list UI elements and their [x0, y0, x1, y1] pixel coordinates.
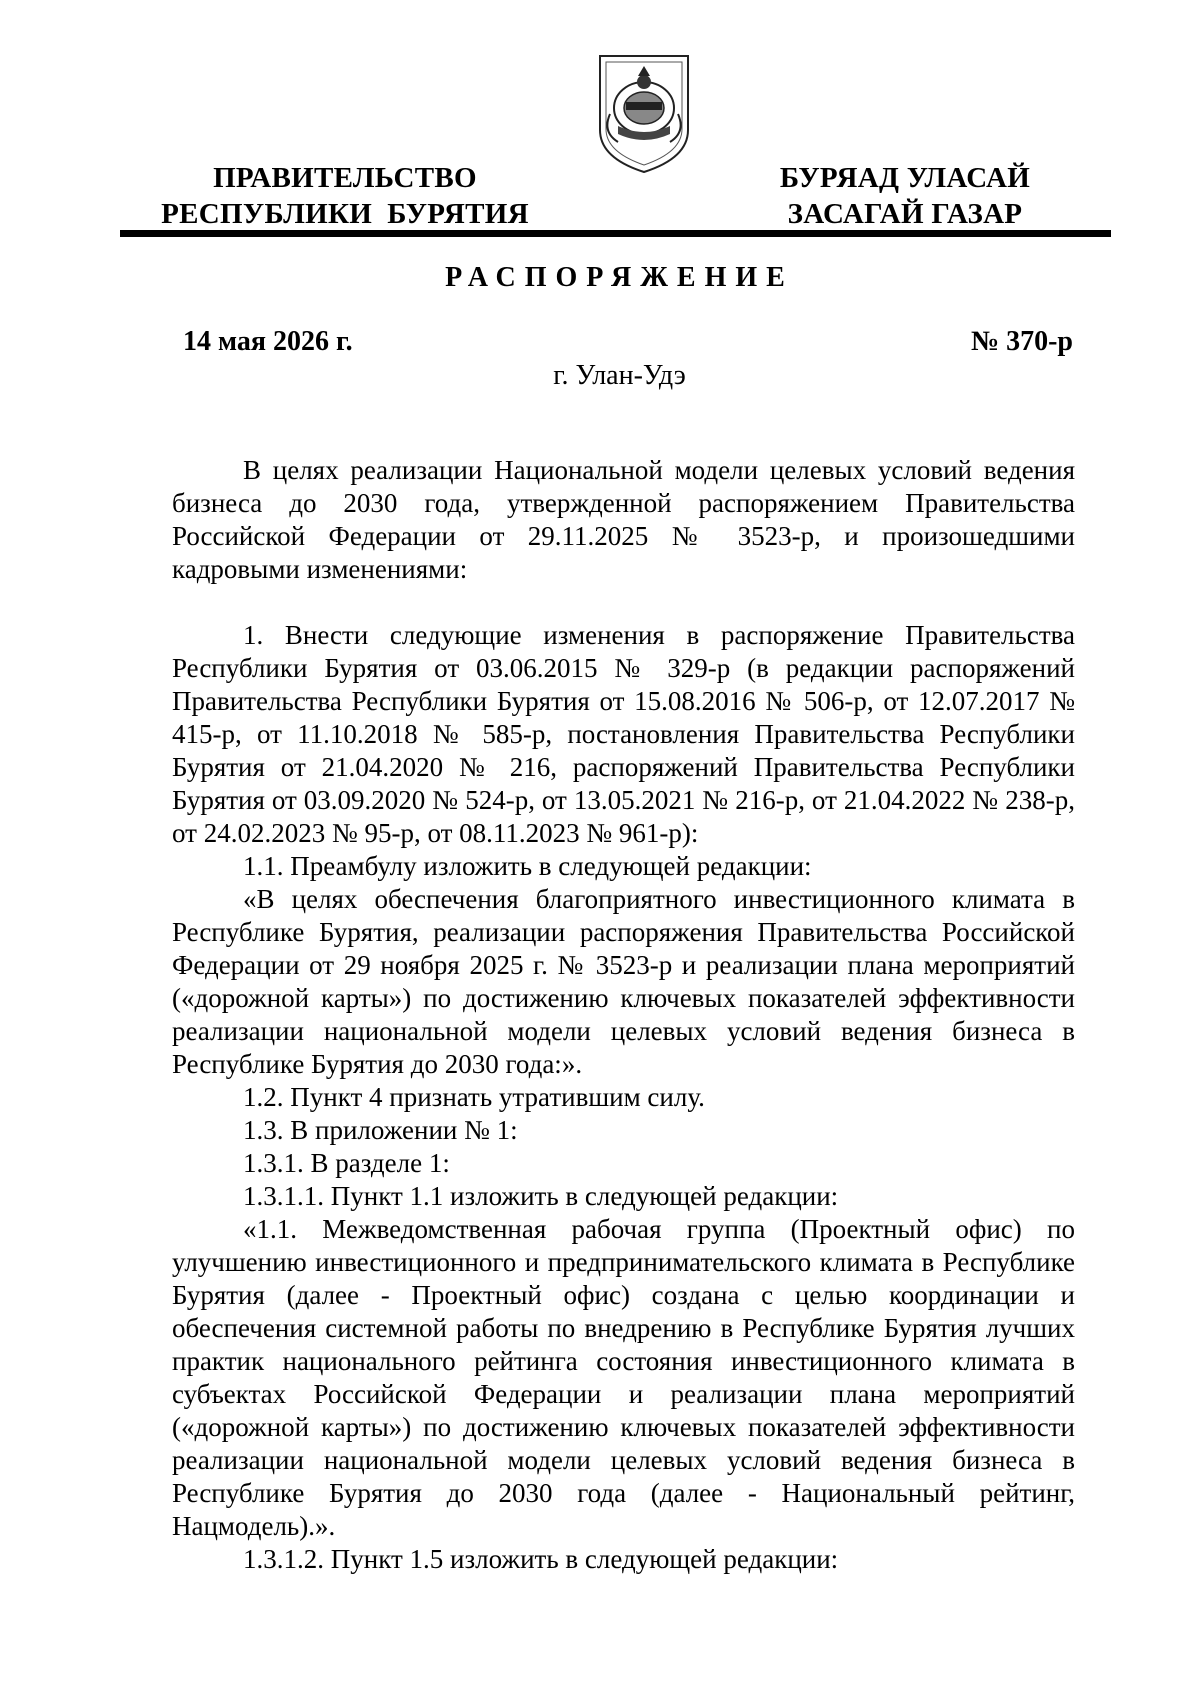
org-left-line2: РЕСПУБЛИКИ БУРЯТИЯ [161, 198, 529, 230]
paragraph: В целях реализации Национальной модели целевых условий ведения бизнеса до 2030 года, утвержденной распоряжением Правительства Российской Федерации от 29.11.2025 № 3523-р, и произошедшими кадровыми изменениями: [172, 455, 1075, 584]
paragraph: «В целях обеспечения благоприятного инвестиционного климата в Республике Бурятия, реализации распоряжения Правительства Российской Федерации от 29 ноября 2025 г. № 3523-р и реализации плана мероприятий («дорожной карты») по достижению ключевых показателей эффективности реализации национальной модели целевых условий ведения бизнеса в Республике Бурятия до 2030 года:». [172, 884, 1075, 1079]
document-body [172, 454, 1075, 1576]
document-date: 14 мая 2026 г. [183, 326, 353, 357]
paragraph: 1.1. Преамбулу изложить в следующей редакции: [243, 851, 812, 881]
document-city: г. Улан-Удэ [553, 360, 686, 391]
paragraph: 1.3. В приложении № 1: [243, 1115, 518, 1145]
document-number: № 370-р [970, 326, 1073, 357]
paragraph: 1. Внести следующие изменения в распоряжение Правительства Республики Бурятия от 03.06.2015 № 329-р (в редакции распоряжений Правительства Республики Бурятия от 15.08.2016 № 506-р, от 12.07.2017 № 415-р, от 11.10.2018 № 585-р, постановления Правительства Республики Бурятия от 21.04.2020 № 216, распоряжений Правительства Республики Бурятия от 03.09.2020 № 524-р, от 13.05.2021 № 216-р, от 21.04.2022 № 238-р, от 24.02.2023 № 95-р, от 08.11.2023 № 961-р): [172, 620, 1075, 848]
paragraph: 1.3.1. В разделе 1: [243, 1148, 450, 1178]
paragraph: 1.2. Пункт 4 признать утратившим силу. [243, 1082, 705, 1112]
org-right-line2: ЗАСАГАЙ ГАЗАР [787, 198, 1023, 230]
paragraph: «1.1. Межведомственная рабочая группа (Проектный офис) по улучшению инвестиционного и предпринимательского климата в Республике Бурятия (далее - Проектный офис) создана с целью координации и обеспечения системной работы по внедрению в Республике Бурятия лучших практик национального рейтинга состояния инвестиционного климата в субъектах Российской Федерации и реализации плана мероприятий («дорожной карты») по достижению ключевых показателей эффективности реализации национальной модели целевых условий ведения бизнеса в Республике Бурятия до 2030 года (далее - Национальный рейтинг, Нацмодель).». [172, 1214, 1075, 1541]
organization-name-russian [150, 160, 540, 232]
document-title: РАСПОРЯЖЕНИЕ [445, 262, 794, 293]
paragraph: 1.3.1.2. Пункт 1.5 изложить в следующей редакции: [243, 1544, 839, 1574]
paragraph: 1.3.1.1. Пункт 1.1 изложить в следующей редакции: [243, 1181, 839, 1211]
organization-name-buryat [740, 160, 1070, 232]
header-divider [120, 230, 1111, 237]
org-right-line1: БУРЯАД УЛАСАЙ [779, 162, 1031, 194]
coat-of-arms-icon [596, 52, 692, 176]
org-left-line1: ПРАВИТЕЛЬСТВО [213, 162, 477, 194]
